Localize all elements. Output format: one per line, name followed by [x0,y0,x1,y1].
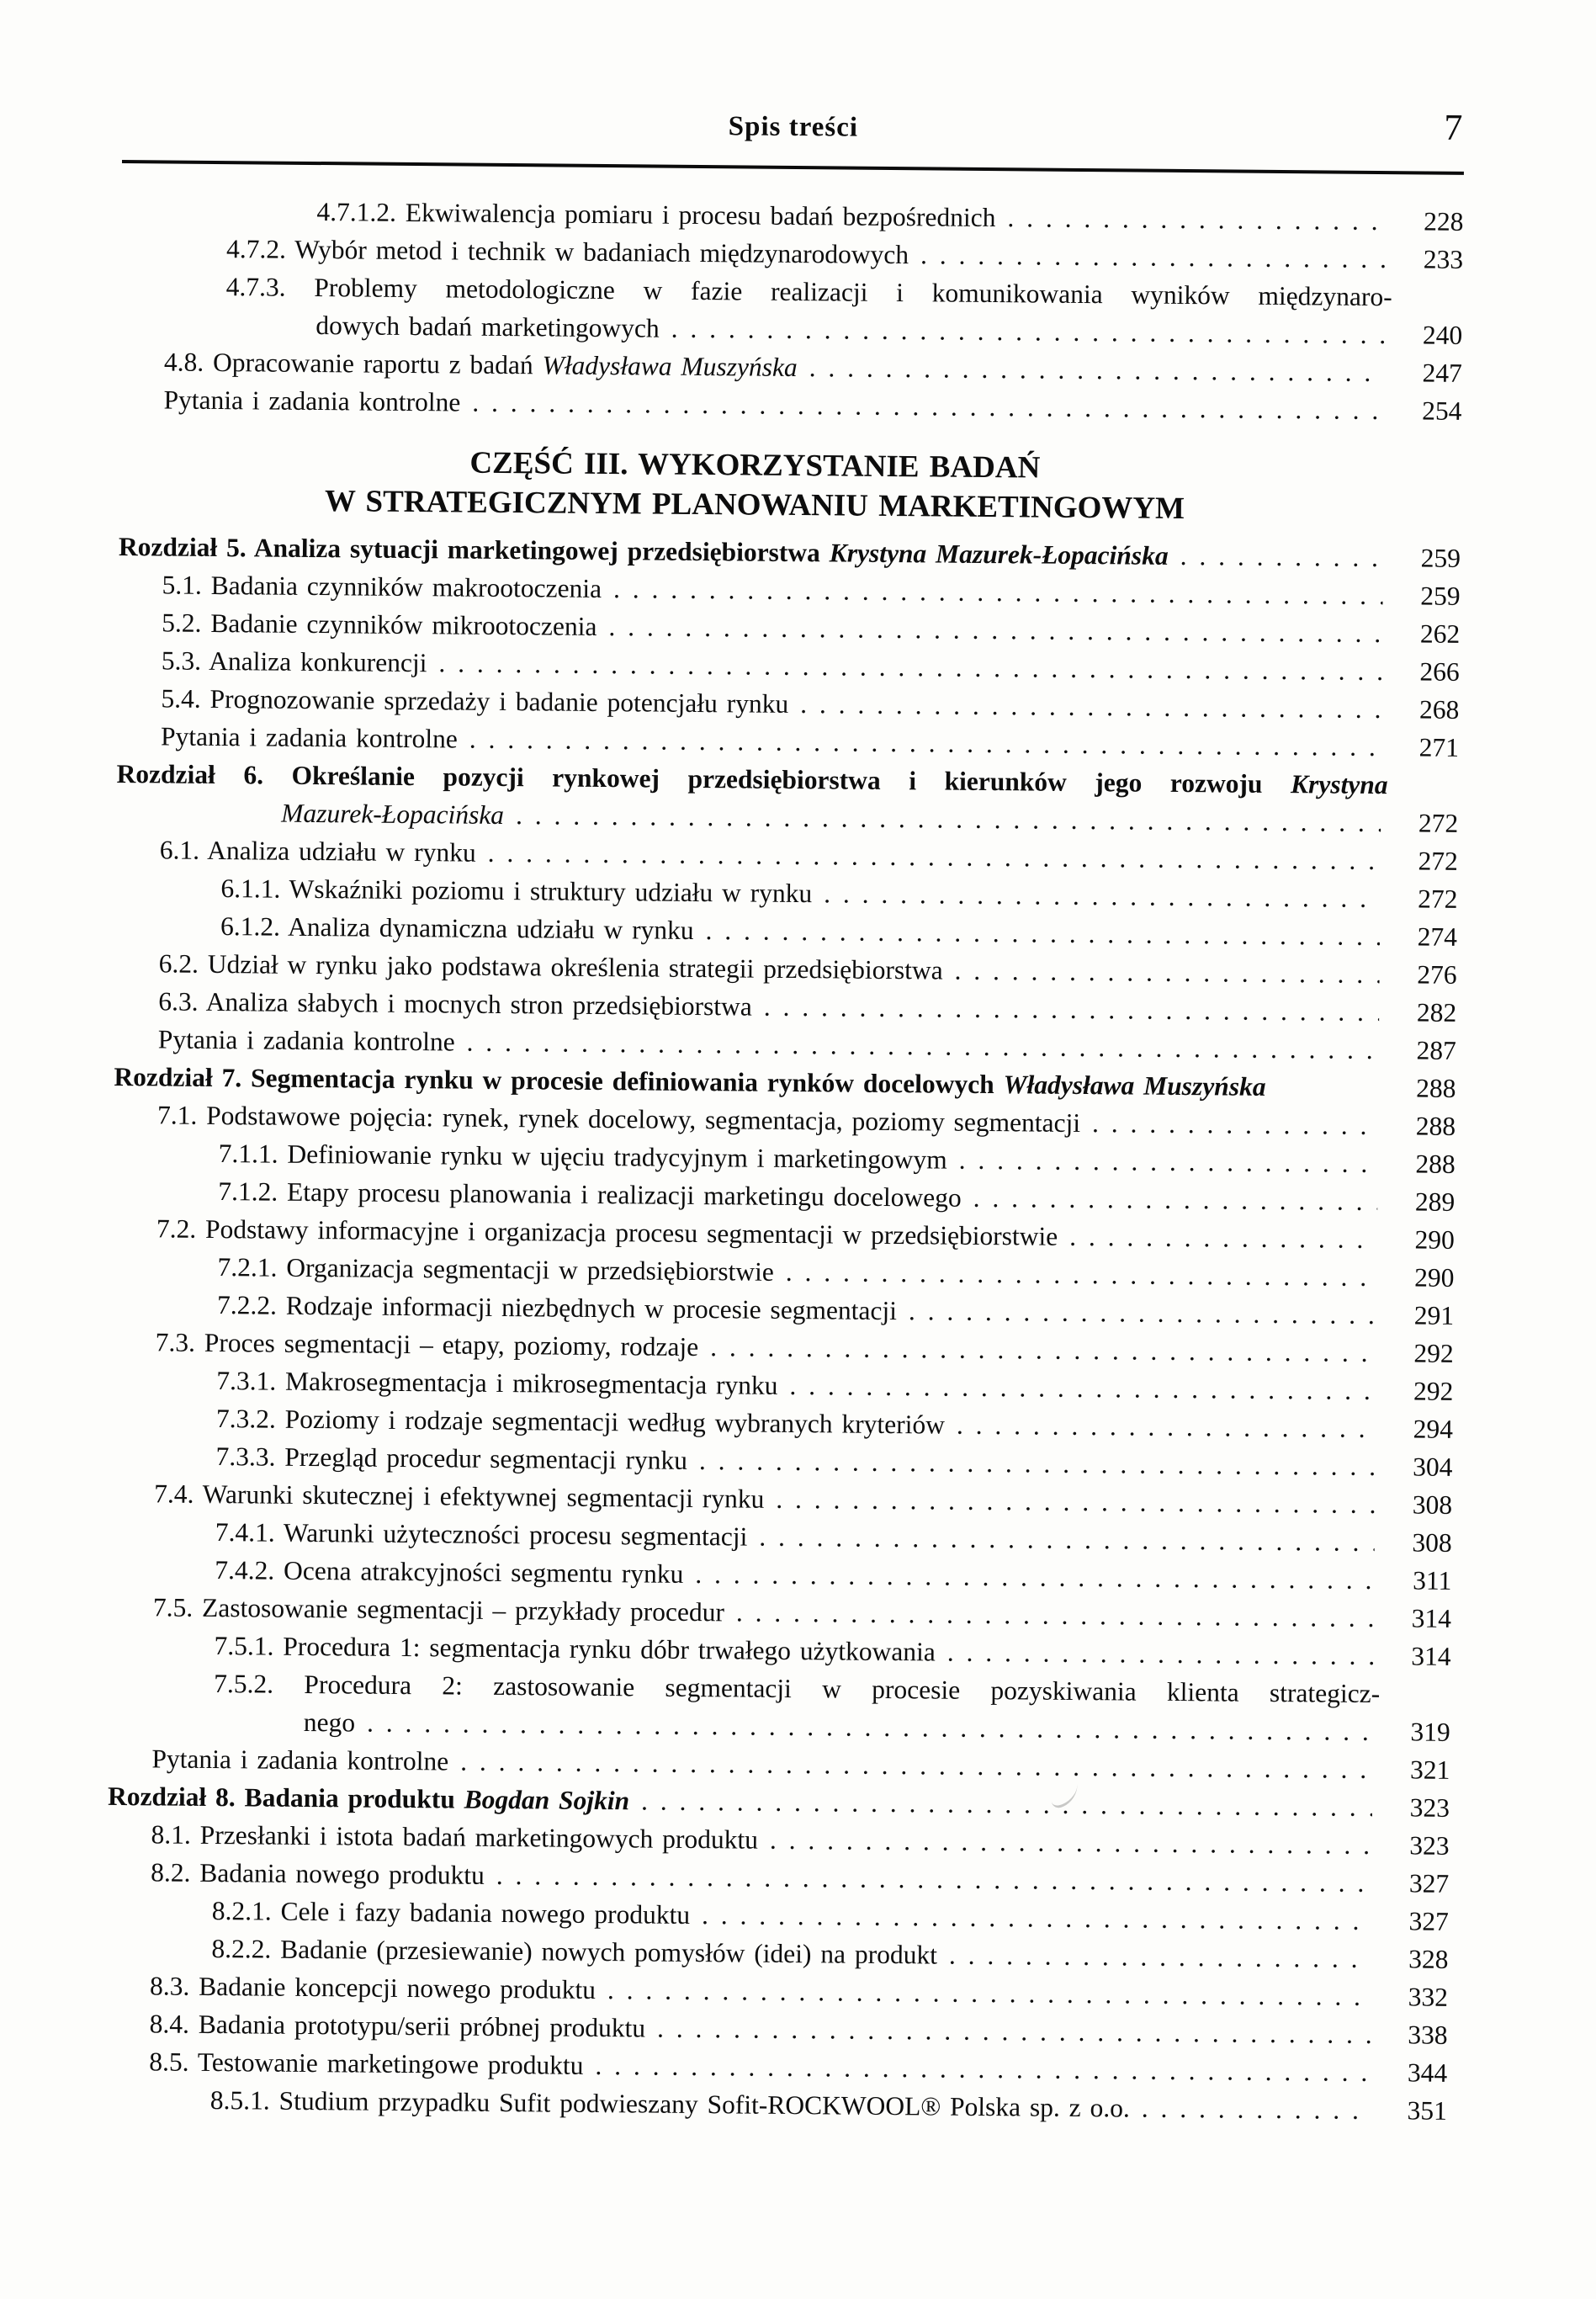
toc-page-number: 344 [1407,2057,1448,2088]
toc-page-number: 291 [1413,1300,1455,1330]
dot-leader [1069,1218,1377,1258]
dot-leader [947,1633,1374,1675]
toc-page-number: 338 [1408,2020,1448,2050]
toc-entry-text [150,1967,596,2009]
toc-page-number: 233 [1423,244,1464,274]
toc-entry-text [218,1172,962,1217]
toc-entry-title: 6.1.2. Analiza dynamiczna udziału w rynku [220,911,694,945]
page-content [105,103,1465,2130]
toc-page-number: 272 [1418,884,1458,914]
toc-entry-author: Władysława Muszyńska [542,350,798,383]
toc-page-number: 254 [1422,396,1462,426]
toc-entry-text [158,982,752,1025]
toc-entry-title: 8.1. Przesłanki i istota badań marketingowych produktu [151,1819,759,1855]
toc-entry-text [108,1777,629,1819]
toc-entry-text [161,679,788,723]
dot-leader [776,1480,1375,1523]
toc-entry-text [215,1551,683,1593]
dot-leader [613,570,1383,614]
toc-entry-text [149,2004,645,2047]
toc-entry-title: Rozdział 7. Segmentacja rynku w procesie definiowania rynków docelowych [114,1061,1004,1100]
toc-page-number: 311 [1413,1565,1452,1595]
dot-leader [764,988,1380,1031]
toc-entry-author: Władysława Muszyńska [1003,1070,1266,1102]
toc-page-number: 323 [1409,1792,1450,1823]
dot-leader [800,685,1382,728]
toc-page-number: 274 [1417,921,1458,952]
toc-entry-title: nego [303,1707,356,1738]
dot-leader [1007,199,1386,240]
toc-page-number: 328 [1408,1944,1449,1974]
dot-leader [957,1406,1376,1447]
dot-leader [736,1593,1374,1637]
toc-entry-title: Rozdział 5. Analiza sytuacji marketingowej przedsiębiorstwa [118,531,830,568]
dot-leader [595,2047,1370,2091]
dot-leader [710,1328,1376,1372]
toc-entry-title: Rozdział 8. Badania produktu [107,1781,464,1814]
dot-leader [702,1896,1371,1940]
dot-leader [824,874,1381,917]
toc-page-number: 262 [1419,619,1461,649]
toc-page-number: 259 [1420,581,1461,611]
toc-entry-text [154,1474,765,1517]
toc-page-number: 321 [1409,1755,1450,1785]
toc-page-number: 290 [1414,1262,1455,1293]
toc-entry-text [160,831,476,871]
dot-leader [705,911,1380,955]
toc-page-number: 292 [1413,1338,1454,1368]
toc-page-number: 294 [1413,1414,1454,1444]
table-of-contents [105,191,1464,2130]
toc-entry-title: 7.3.2. Poziomy i rodzaje segmentacji według wybranych kryteriów [215,1404,946,1440]
toc-page-number: 292 [1413,1376,1454,1406]
toc-entry-title: Rozdział 6. Określanie pozycji rynkowej przedsiębiorstwa i kierunków jego rozwoju [116,758,1291,799]
toc-entry-author: Krystyna [1290,769,1388,800]
toc-entry-title: 8.2. Badania nowego produktu [151,1857,485,1890]
toc-entry-title: 8.2.2. Badanie (przesiewanie) nowych pomysłów (idei) na produkt [211,1934,938,1970]
dot-leader [1180,537,1383,576]
toc-page-number: 351 [1407,2095,1447,2126]
toc-entry-title: 7.5. Zastosowanie segmentacji – przykłady procedur [152,1592,725,1627]
dot-leader [607,1971,1371,2015]
toc-entry-title: 4.7.3. Problemy metodologiczne w fazie realizacji i komunikowania wyników międzynaro- [225,272,1392,312]
toc-entry-title: 7.3.1. Makrosegmentacja i mikrosegmentacja rynku [216,1366,778,1400]
toc-entry-text [161,717,458,757]
toc-page-number: 247 [1422,358,1463,388]
toc-entry-title: 7.3. Proces segmentacji – etapy, poziomy, rodzaje [155,1327,699,1362]
toc-entry-title: Pytania i zadania kontrolne [157,1024,455,1057]
toc-section-after-part-heading [105,528,1461,2130]
toc-entry-title: 7.2.2. Rodzaje informacji niezbędnych w procesie segmentacji [216,1290,898,1326]
toc-page-number: 266 [1419,656,1460,687]
dot-leader [949,1936,1371,1978]
toc-entry-text [158,944,942,989]
dot-leader [1092,1104,1378,1144]
toc-entry-author: Krystyna Mazurek-Łopacińska [829,538,1169,571]
toc-entry-title: 5.1. Badania czynników makrootoczenia [162,570,602,603]
toc-entry-title: 7.2. Podstawy informacyjne i organizacja procesu segmentacji w przedsiębiorstwie [156,1213,1058,1251]
dot-leader [909,1292,1377,1334]
dot-leader [959,1141,1378,1182]
toc-entry-text [151,1853,485,1893]
toc-entry-text [304,1703,356,1742]
toc-entry-title: Pytania i zadania kontrolne [160,721,458,754]
toc-entry-text [151,1815,758,1858]
toc-entry-text [281,794,504,834]
toc-entry-title: 8.4. Badania prototypu/serii próbnej produktu [149,2009,646,2043]
toc-entry-text [315,306,660,348]
toc-page-number: 289 [1414,1187,1455,1217]
toc-entry-text [156,1323,699,1366]
toc-page-number: 308 [1412,1489,1453,1520]
toc-page-number: 323 [1409,1830,1450,1861]
toc-page-number: 240 [1422,320,1463,350]
toc-entry-title: 7.4.2. Ocena atrakcyjności segmentu rynku [215,1555,684,1589]
toc-entry-text [220,869,812,912]
dot-leader [699,1442,1376,1485]
toc-entry-title: 8.2.1. Cele i fazy badania nowego produktu [211,1896,691,1930]
dot-leader [920,236,1386,278]
dot-leader [786,1253,1377,1296]
toc-entry-text [162,603,597,645]
toc-entry-text [158,1020,455,1060]
toc-entry-title: 7.1. Podstawowe pojęcia: rynek, rynek docelowy, segmentacja, poziomy segmentacji [156,1100,1081,1138]
toc-entry-text [210,2081,1130,2127]
toc-entry-title: 7.1.1. Definiowanie rynku w ujęciu tradycyjnym i marketingowym [218,1139,947,1175]
toc-entry-text [316,193,995,236]
page-number: 7 [1444,106,1463,148]
dot-leader [695,1555,1374,1599]
page-title: Spis treści [728,111,859,143]
toc-entry-title: 7.4. Warunki skutecznej i efektywnej segmentacji rynku [154,1479,765,1514]
toc-entry-author: Bogdan Sojkin [464,1784,630,1816]
dot-leader [770,1821,1372,1864]
toc-entry-title: 5.3. Analiza konkurencji [161,645,427,678]
dot-leader [472,384,1385,429]
toc-entry-title: 7.4.1. Warunki użyteczności procesu segmentacji [215,1517,748,1552]
dot-leader [973,1179,1378,1220]
toc-page-number: 271 [1418,732,1460,762]
toc-page-number: 276 [1417,959,1457,990]
toc-page-number: 288 [1415,1111,1456,1141]
toc-page-number: 319 [1410,1717,1450,1747]
running-header [122,103,1464,155]
toc-section-before-part-heading [119,191,1463,430]
toc-entry-text [226,230,909,273]
toc-entry-text [151,1739,448,1780]
toc-entry-text [162,641,427,682]
toc-page-number: 272 [1418,808,1459,838]
toc-page-number: 304 [1413,1452,1453,1482]
toc-entry-text [219,1134,947,1179]
toc-entry-title: 6.2. Udział w rynku jako podstawa określenia strategii przedsiębiorstwa [158,948,943,985]
header-rule [122,160,1464,175]
toc-entry-title: 5.2. Badanie czynników mikrootoczenia [162,608,597,641]
toc-entry-text [211,1930,937,1974]
part-heading-line2: W STRATEGICZNYM PLANOWANIU MARKETINGOWYM [324,484,1185,527]
toc-page-number: 314 [1411,1641,1451,1671]
toc-entry-title: Pytania i zadania kontrolne [163,385,461,417]
toc-entry-title: 8.5. Testowanie marketingowe produktu [149,2047,584,2080]
toc-entry-author: Mazurek-Łopacińska [281,798,505,830]
dot-leader [789,1367,1376,1410]
dot-leader [1142,2089,1370,2129]
toc-entry-title: 7.5.2. Procedura 2: zastosowanie segmentacji w procesie pozyskiwania klienta strategicz- [214,1669,1381,1709]
toc-entry-title: 4.7.1.2. Ekwiwalencja pomiaru i procesu badań bezpośrednich [316,197,996,233]
toc-page-number: 288 [1415,1149,1455,1179]
toc-entry-title: 6.1. Analiza udziału w rynku [159,835,476,868]
toc-page-number: 228 [1424,206,1464,236]
toc-page-number: 327 [1408,1868,1450,1898]
part-heading [119,440,1391,530]
toc-page-number: 314 [1411,1603,1452,1633]
toc-entry-text [220,907,694,949]
toc-entry-title: 7.2.1. Organizacja segmentacji w przedsiębiorstwie [217,1252,774,1287]
dot-leader [641,1781,1372,1826]
part-heading-line1: CZĘŚĆ III. WYKORZYSTANIE BADAŃ [469,445,1041,486]
toc-entry-text [216,1362,778,1404]
toc-page-number: 268 [1418,694,1460,725]
toc-entry-title: 4.7.2. Wybór metod i technik w badaniach międzynarodowych [225,234,909,270]
toc-page-number: 290 [1414,1224,1455,1255]
toc-entry-title: dowych badań marketingowych [315,311,660,343]
toc-entry-text [149,2042,584,2084]
toc-page-number: 288 [1416,1073,1456,1103]
toc-page-number: 287 [1416,1035,1456,1065]
toc-entry-text [214,1627,936,1670]
toc-entry-title: 8.5.1. Studium przypadku Sufit podwieszany Sofit-ROCKWOOL® Polska sp. z o.o. [209,2085,1131,2123]
toc-entry-text [217,1286,897,1330]
dot-leader [671,310,1385,353]
dot-leader [809,348,1386,391]
toc-page-number: 282 [1416,997,1457,1027]
dot-leader [954,952,1379,993]
toc-entry-title: 7.1.2. Etapy procesu planowania i realizacji marketingu docelowego [218,1176,962,1213]
dot-leader [657,2010,1371,2053]
toc-entry-title: 6.3. Analiza słabych i mocnych stron przedsiębiorstwa [158,986,752,1022]
dot-leader [608,608,1382,652]
toc-entry-text [217,1248,774,1291]
toc-page-number: 259 [1420,543,1461,573]
toc-entry-text [162,565,602,608]
toc-page-number: 327 [1408,1906,1449,1936]
toc-entry-text [164,342,798,386]
toc-entry-title: Pytania i zadania kontrolne [151,1744,449,1776]
toc-entry-title: 7.5.1. Procedura 1: segmentacja rynku dóbr trwałego użytkowania [214,1631,936,1667]
toc-entry-text [215,1513,748,1556]
toc-entry-text [216,1399,945,1444]
toc-entry-title: 4.8. Opracowanie raportu z badań [163,347,543,380]
toc-entry-title: 7.3.3. Przegląd procedur segmentacji rynku [215,1442,688,1475]
toc-entry-title: 5.4. Prognozowanie sprzedaży i badanie potencjału rynku [161,683,789,719]
toc-page-number: 332 [1408,1982,1449,2012]
toc-entry-text [163,380,460,421]
toc-entry-title: 6.1.1. Wskaźniki poziomu i struktury udziału w rynku [220,873,813,909]
toc-entry-text [215,1437,687,1479]
toc-page-number: 272 [1418,846,1458,876]
toc-entry-text [153,1588,724,1631]
dot-leader [759,1518,1375,1561]
toc-entry-title: 8.3. Badanie koncepcji nowego produktu [149,1971,597,2004]
toc-entry-text [212,1892,691,1934]
toc-page-number: 308 [1412,1527,1452,1558]
